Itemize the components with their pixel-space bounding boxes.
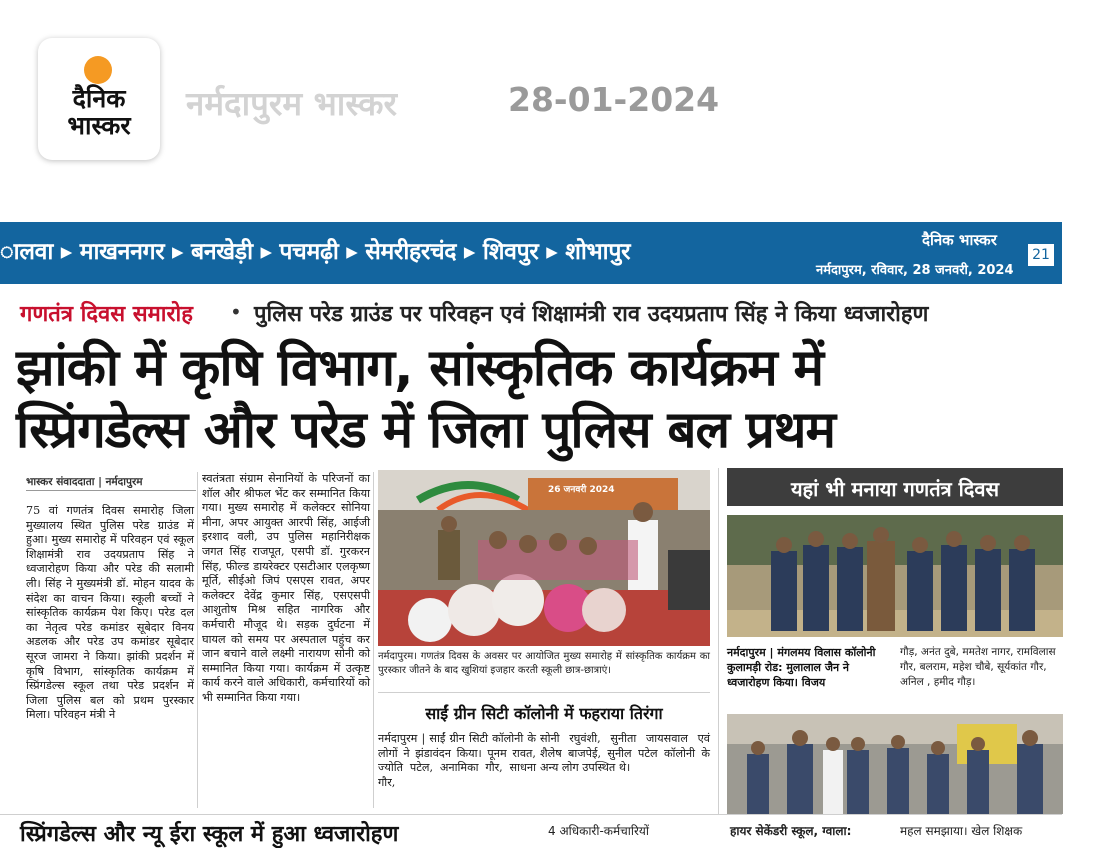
headline-line2: स्प्रिंगडेल्स और परेड में जिला पुलिस बल प्रथम <box>16 401 835 460</box>
school-event-photo <box>727 714 1063 814</box>
section-header <box>727 468 1063 506</box>
subheadline: साईं ग्रीन सिटी कॉलोनी में फहराया तिरंगा <box>425 704 663 723</box>
page-top-bar <box>0 222 1062 284</box>
place-names: ालवा ▸ माखननगर ▸ बनखेड़ी ▸ पचमढ़ी ▸ सेमरीहरचंद ▸ शिवपुर ▸ शोभापुर <box>0 239 631 265</box>
sun-icon <box>84 56 112 84</box>
award-photo-illustration <box>378 470 710 646</box>
column-divider <box>373 472 374 808</box>
kicker-label: गणतंत्र दिवस समारोह <box>20 302 193 327</box>
page-number: 21 <box>1028 244 1054 266</box>
kicker-bullet: • <box>230 300 242 324</box>
byline-rule <box>26 490 196 491</box>
article-column-2: स्वतंत्रता संग्राम सेनानियों के परिजनों का शॉल और श्रीफल भेंट कर सम्मानित किया गया। मुख्य समारोह में कलेक्टर सोनिया मीना, अपर आयुक्त आरपी सिंह, आईजी इरशाद वली, उप पुलिस महानिरीक्षक जगत सिंह राजपूत, एसपी डॉ. गुरकरन सिंह, फील्ड डायरेक्टर एसटीआर एलकृष्ण मूर्ति, सीईओ जिपं एसएस रावत, अपर कलेक्टर देवेंद्र कुमार सिंह, एसएसपी आशुतोष मिश्र सहित नागरिक और कर्मचारी मौजूद थे। सड़क दुर्घटना में घायल को समय पर अस्पताल पहुंच कर जान बचाने वाले लक्ष्मी नारायण सोनी को सम्मानित किया गया। कार्यक्रम में उत्कृष्ट कार्य करने वाले अधिकारी, कर्मचारियों को भी सम्मानित किया गया। <box>202 472 370 704</box>
column-divider <box>718 468 719 814</box>
flag-hoisting-photo <box>727 515 1063 637</box>
newspaper-page[interactable] <box>0 222 1062 847</box>
dainik-bhaskar-logo <box>38 38 160 160</box>
next-caption-snippet-1: हायर सेकेंडरी स्कूल, ग्वाला: <box>730 824 852 838</box>
logo-text-line1: दैनिक <box>72 84 126 113</box>
article-column-4: सोनी रघुवंशी, सुनीता जायसवाल एवं शैलेष बाजपेई, सुनील पटेल कॉलोनी के अन्य लोग उपस्थित थे। <box>540 732 710 775</box>
next-headline: स्प्रिंगडेल्स और न्यू ईरा स्कूल में हुआ ध्वजारोहण <box>20 822 399 847</box>
bar-brand: दैनिक भास्कर <box>922 231 997 249</box>
side-caption-part-1: नर्मदापुरम | मंगलमय विलास कॉलोनी कुलामड़ी रोड: मुलालाल जैन ने ध्वजारोहण किया। विजय <box>727 646 876 689</box>
edition-date: 28-01-2024 <box>508 80 720 119</box>
byline: भास्कर संवाददाता | नर्मदापुरम <box>26 476 143 488</box>
section-rule <box>378 692 710 693</box>
article-column-1: 75 वां गणतंत्र दिवस समारोह जिला मुख्यालय स्थित पुलिस परेड ग्राउंड में हुआ। मुख्य समारोह में परिवहन एवं स्कूल शिक्षामंत्री राव उदयप्रताप सिंह ने ध्वजारोहण किया और परेड की सलामी ली। सिंह ने मुख्यमंत्री डॉ. मोहन यादव के संदेश का वाचन किया। स्कूली बच्चों ने सांस्कृतिक कार्यक्रम पेश किए। परेड दल का नेतृत्व परेड कमांडर सूबेदार विनय अडलक और परेड उप कमांडर सूबेदार सूरज जामरा ने किया। झांकी प्रदर्शन में कृषि विभाग, सांस्कृतिक कार्यक्रम में स्प्रिंगडेल्स स्कूल तथा परेड प्रदर्शन में जिला पुलिस बल को प्रथम पुरस्कार मिला। परिवहन मंत्री ने <box>26 504 194 722</box>
next-article-snippet: 4 अधिकारी-कर्मचारियों <box>548 824 649 838</box>
article-column-3: नर्मदापुरम | साईं ग्रीन सिटी कॉलोनी के लोगों ने झंडावंदन किया। पूनम रावत, ज्योति पटेल, अनामिका गौर, साधना गौर, <box>378 732 536 789</box>
school-event-photo-illustration <box>727 714 1063 814</box>
bottom-rule <box>0 814 1062 815</box>
next-caption-snippet-2: महल समझाया। खेल शिक्षक <box>900 824 1023 838</box>
photo-caption: नर्मदापुरम। गणतंत्र दिवस के अवसर पर आयोजित मुख्य समारोह में सांस्कृतिक कार्यक्रम का पुरस्कार जीतने के बाद खुशियां इजहार करती स्कूली छात्र-छात्राएं। <box>378 651 710 676</box>
kicker-text: पुलिस परेड ग्राउंड पर परिवहन एवं शिक्षामंत्री राव उदयप्रताप सिंह ने किया ध्वजारोहण <box>254 302 929 327</box>
side-caption-part-2: गौड़, अनंत दुबे, ममतेश नागर, रामविलास गौर, बलराम, महेश चौबे, सूर्यकांत गौर, अनिल , हमीद गौड़। <box>900 646 1056 688</box>
award-photo <box>378 470 710 646</box>
section-header-text: यहां भी मनाया गणतंत्र दिवस <box>790 477 1000 501</box>
flag-hoisting-photo-illustration <box>727 515 1063 637</box>
logo-text-line2: भास्कर <box>67 111 131 140</box>
edition-title: नर्मदापुरम भास्कर <box>186 84 398 123</box>
headline-line1: झांकी में कृषि विभाग, सांस्कृतिक कार्यक्रम में <box>16 339 824 398</box>
photo-banner-text: 26 जनवरी 2024 <box>548 485 615 495</box>
column-divider <box>197 472 198 808</box>
bar-dateline: नर्मदापुरम, रविवार, 28 जनवरी, 2024 <box>816 263 1014 278</box>
